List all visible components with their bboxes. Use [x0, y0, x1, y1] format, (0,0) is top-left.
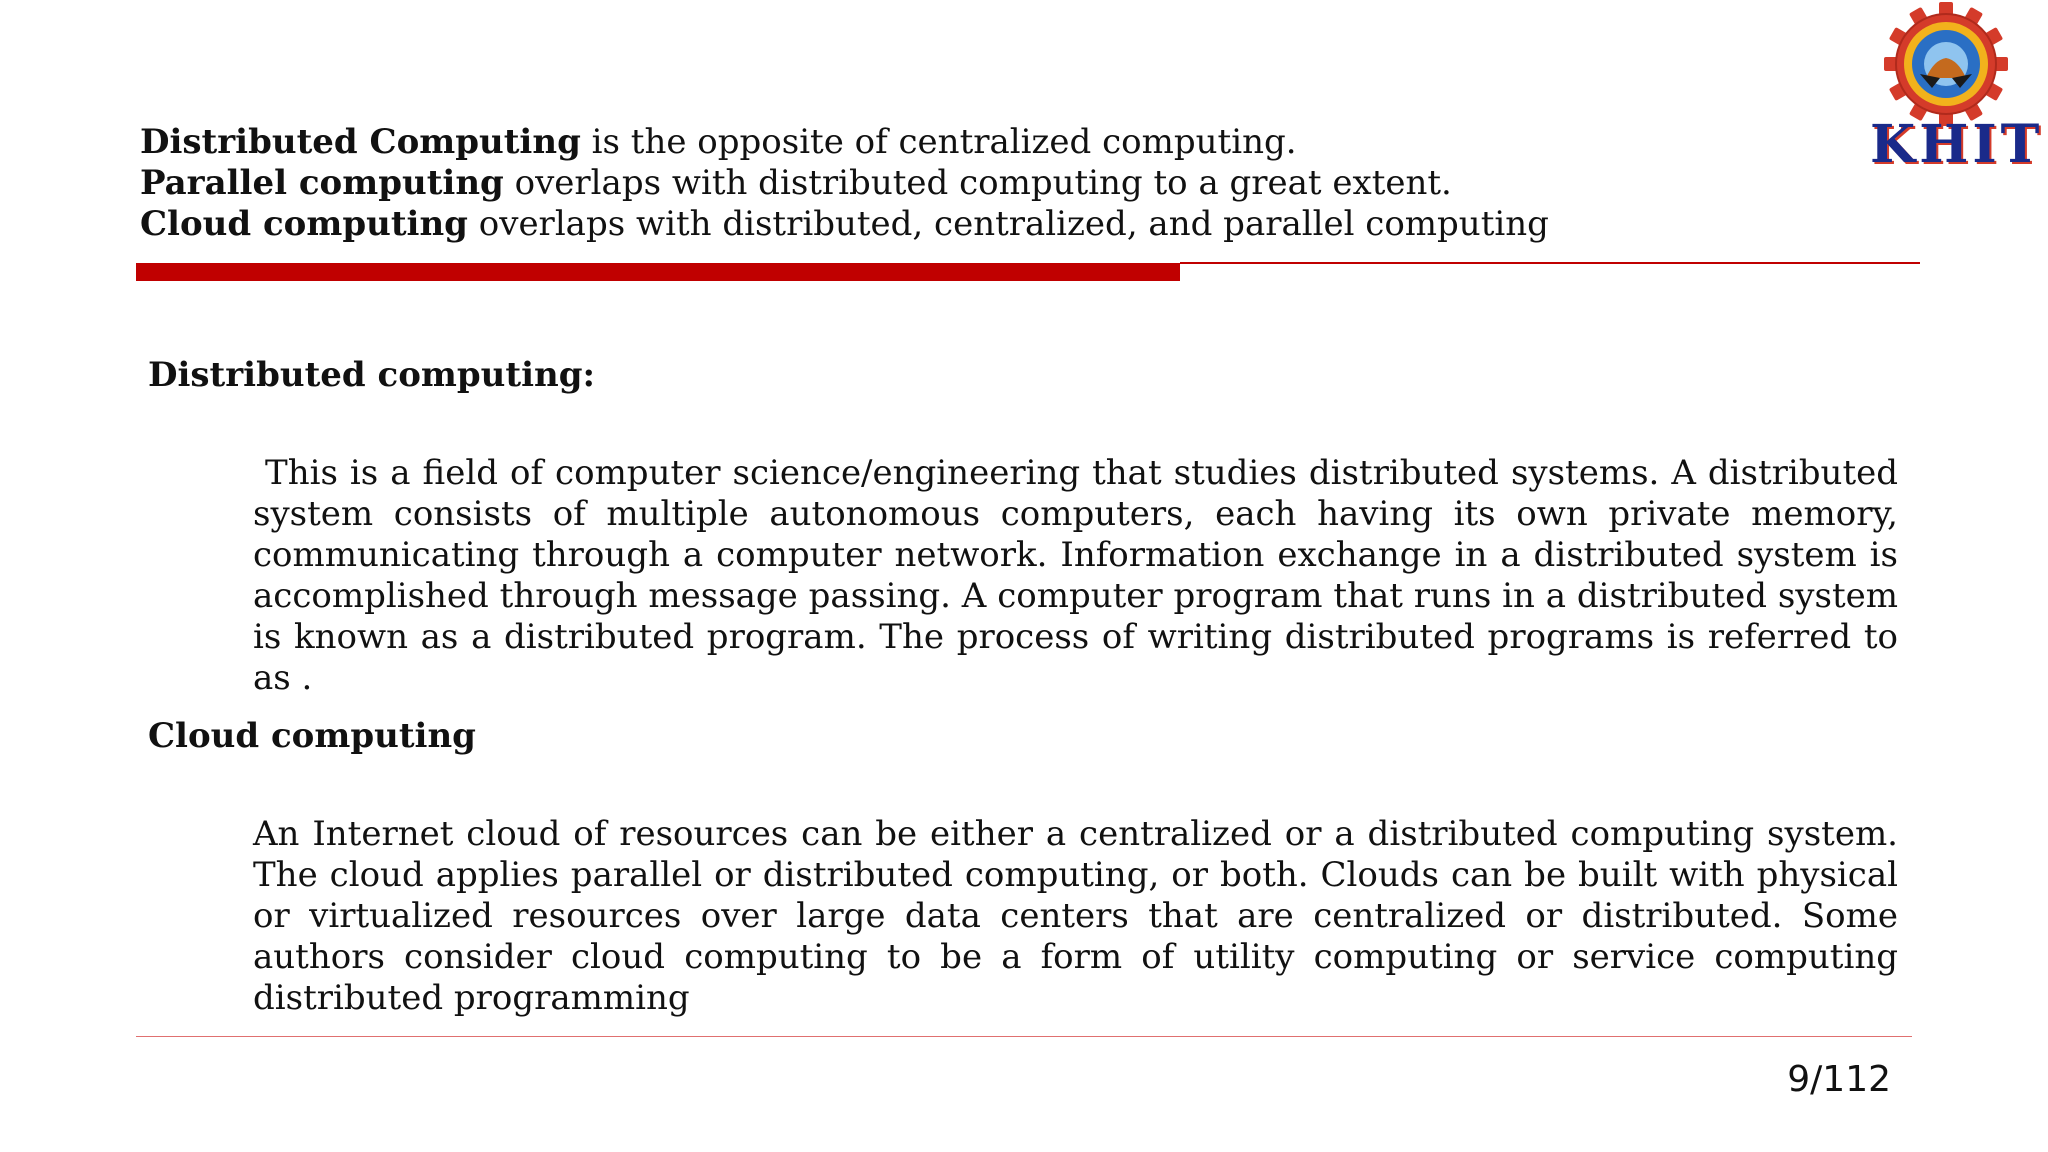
- title-underline-bar: [136, 263, 1180, 281]
- section-paragraph-distributed: This is a field of computer science/engineering that studies distributed systems. A distributed system consists of multiple autonomous computers, each having its own private memory, communicating through a computer network. Information exchange in a distributed system is accomplished through message passing. A computer program that runs in a distributed system is known as a distributed program. The process of writing distributed programs is referred to as .: [253, 453, 1898, 698]
- header-term-distributed: Distributed Computing: [140, 122, 581, 162]
- khit-logo: [1862, 2, 2044, 175]
- khit-emblem-icon: [1862, 2, 2042, 132]
- section-heading-cloud: Cloud computing: [148, 716, 476, 756]
- header-term-parallel: Parallel computing: [140, 163, 504, 203]
- page-number: 9/112: [1787, 1059, 1891, 1100]
- footer-rule: [136, 1036, 1912, 1037]
- title-underline-rule: [1180, 262, 1920, 264]
- header-text-distributed: is the opposite of centralized computing.: [580, 122, 1297, 162]
- header-line-cloud: [140, 204, 1549, 245]
- header-text-cloud: overlaps with distributed, centralized, and parallel computing: [467, 204, 1549, 244]
- header-line-parallel: [140, 163, 1549, 204]
- header-term-cloud: Cloud computing: [140, 204, 468, 244]
- header-text-parallel: overlaps with distributed computing to a great extent.: [503, 163, 1452, 203]
- header-line-distributed: [140, 122, 1549, 163]
- section-heading-distributed: Distributed computing:: [148, 355, 596, 395]
- section-paragraph-cloud: An Internet cloud of resources can be either a centralized or a distributed computing system. The cloud applies parallel or distributed computing, or both. Clouds can be built with physical or virtualized resources over large data centers that are centralized or distributed. Some authors consider cloud computing to be a form of utility computing or service computing distributed programming: [253, 814, 1898, 1018]
- logo-text: KHIT: [1870, 114, 2044, 175]
- slide-header: [140, 122, 1549, 245]
